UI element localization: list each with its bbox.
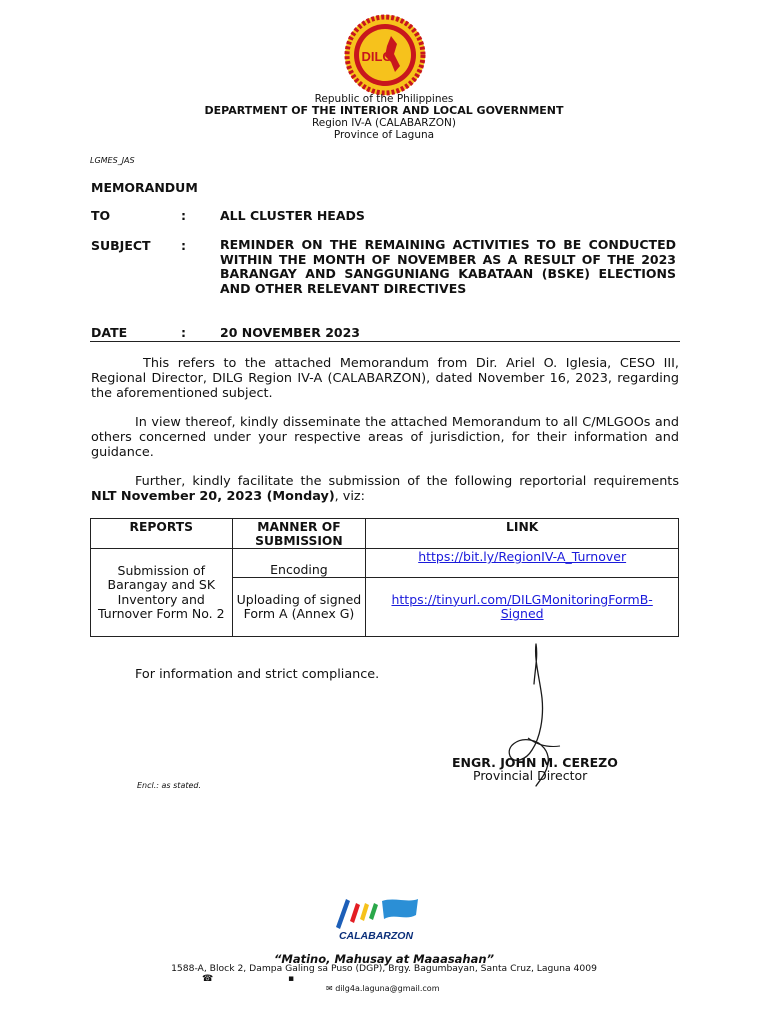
footer-motto: “Matino, Mahusay at Maaasahan”	[274, 952, 494, 966]
header-reports: REPORTS	[91, 519, 233, 549]
logo-text: CALABARZON	[338, 930, 414, 941]
signatory-name: ENGR. JOHN M. CEREZO	[452, 755, 618, 770]
letterhead-department: DEPARTMENT OF THE INTERIOR AND LOCAL GOVERNMENT	[204, 104, 564, 117]
subject-label: SUBJECT	[91, 238, 151, 253]
letterhead-republic: Republic of the Philippines	[314, 93, 454, 105]
letterhead-region: Region IV-A (CALABARZON)	[311, 117, 456, 129]
enclosure-note: Encl.: as stated.	[137, 781, 202, 790]
seal-text: DILG	[361, 49, 393, 64]
header-divider	[90, 341, 680, 342]
dilg-seal-logo	[344, 14, 426, 96]
link-cell	[366, 549, 679, 578]
paragraph-2-text: In view thereof, kindly disseminate the attached Memorandum to all C/MLGOOs and others concerned under your respective areas of jurisdiction, for their information and guidance.	[91, 415, 679, 460]
separator-mark: ▪	[288, 974, 295, 984]
paragraph-3-text: Further, kindly facilitate the submission of the following reportorial requirements	[135, 474, 679, 489]
report-cell: Submission of Barangay and SK Inventory and Turnover Form No. 2	[91, 549, 233, 637]
date-value: 20 NOVEMBER 2023	[220, 325, 360, 340]
link-cell	[366, 578, 679, 637]
to-value: ALL CLUSTER HEADS	[220, 208, 365, 223]
phone-icon: ☎	[202, 974, 214, 984]
signatory-title: Provincial Director	[473, 768, 588, 783]
table-header-row	[91, 519, 679, 549]
closing-statement: For information and strict compliance.	[135, 667, 380, 682]
turnover-link[interactable]: https://bit.ly/RegionIV-A_Turnover	[418, 549, 627, 564]
monitoring-form-link[interactable]: https://tinyurl.com/DILGMonitoringFormB-Signed	[391, 591, 653, 622]
manner-cell: Encoding	[232, 549, 366, 578]
date-label: DATE	[91, 325, 128, 340]
paragraph-3	[91, 474, 679, 504]
subject-value: REMINDER ON THE REMAINING ACTIVITIES TO BE CONDUCTED WITHIN THE MONTH OF NOVEMBER AS A RESULT OF THE 2023 BARANGAY AND SANGGUNIANG KABATAAN (BSKE) ELECTIONS AND OTHER RELEVANT DIRECTIVES	[220, 237, 676, 296]
paragraph-3-end: , viz:	[334, 489, 365, 504]
to-label: TO	[91, 208, 111, 223]
footer-address: 1588-A, Block 2, Dampa Galing sa Puso (DGP), Brgy. Bagumbayan, Santa Cruz, Laguna 4009	[171, 963, 597, 974]
footer-email	[326, 984, 439, 993]
email-icon: ✉	[326, 984, 336, 993]
paragraph-1	[91, 356, 679, 401]
subject-colon: :	[181, 238, 186, 253]
paragraph-1-text: This refers to the attached Memorandum from Dir. Ariel O. Iglesia, CESO III, Regional Director, DILG Region IV-A (CALABARZON), dated November 16, 2023, regarding the aforementioned subject.	[91, 356, 679, 401]
manner-cell: Uploading of signed Form A (Annex G)	[232, 578, 366, 637]
calabarzon-logo	[332, 893, 424, 941]
deadline-text: NLT November 20, 2023 (Monday)	[91, 489, 335, 504]
email-text: dilg4a.laguna@gmail.com	[335, 984, 440, 993]
reports-table	[90, 518, 679, 637]
to-colon: :	[181, 208, 186, 223]
date-colon: :	[181, 325, 186, 340]
letterhead-province: Province of Laguna	[333, 129, 435, 141]
header-link: LINK	[366, 519, 679, 549]
memo-title: MEMORANDUM	[91, 180, 198, 195]
table-row	[91, 549, 679, 578]
paragraph-2	[91, 415, 679, 460]
header-manner: MANNER OF SUBMISSION	[232, 519, 366, 549]
reference-code: LGMES_JAS	[90, 156, 135, 165]
